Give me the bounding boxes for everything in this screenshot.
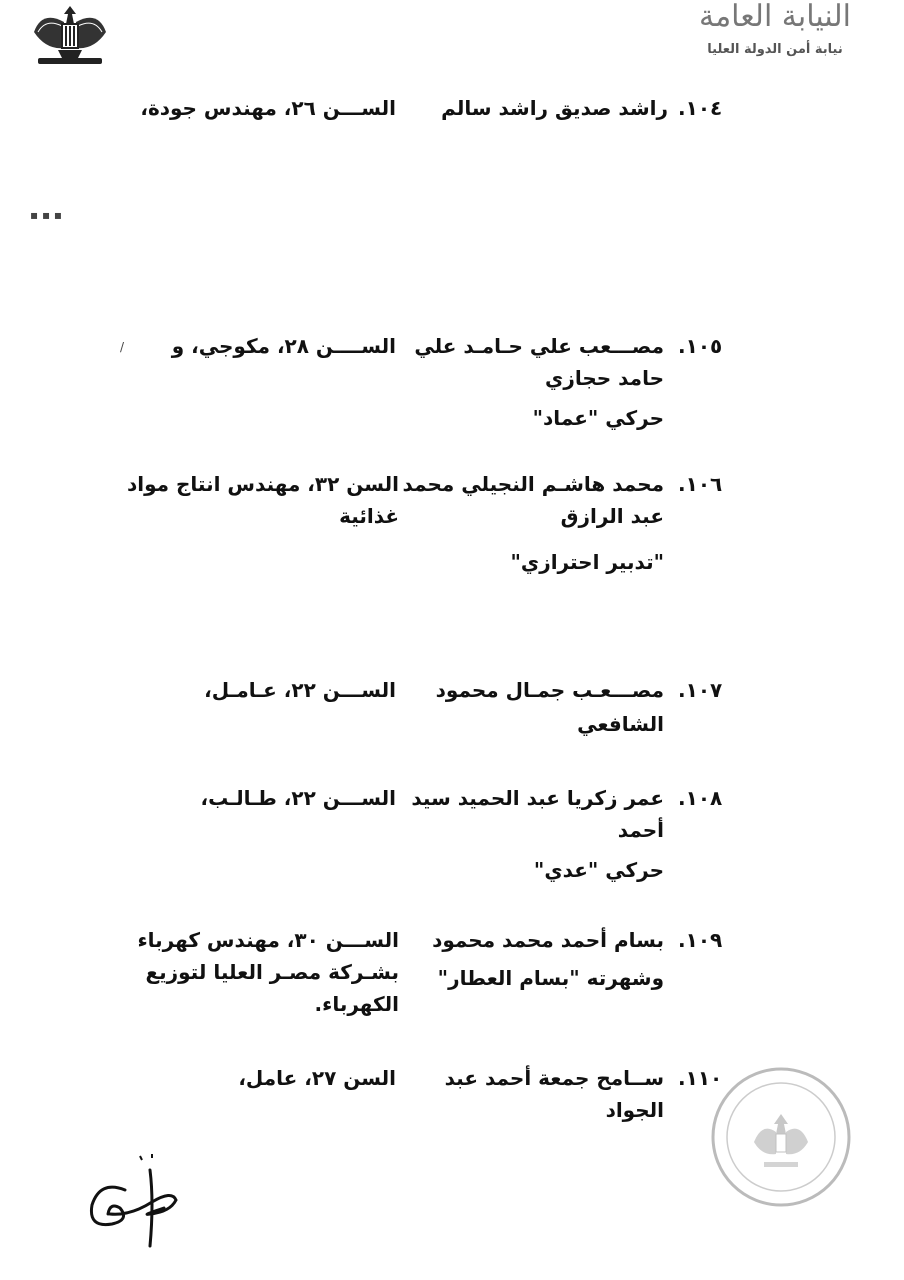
entry-name: راشد صديق راشد سالم (441, 96, 668, 120)
entry-number: ١٠٩. (678, 928, 723, 952)
entry-details: الســــن ٢٨، مكوجي، و (171, 334, 396, 358)
entry-number: ١٠٧. (678, 678, 723, 702)
entry-details: الســـن ٢٢، عـامـل، (204, 678, 396, 702)
entry-details: السن ٣٢، مهندس انتاج مواد (127, 472, 399, 496)
letterhead-title: النيابة العامة (699, 0, 851, 34)
entry-details: الســـن ٢٦، مهندس جودة، (140, 96, 396, 120)
official-stamp-icon (706, 1062, 856, 1212)
entry-name: مصـــعـب جمـال محمود (435, 678, 664, 702)
entry-note: "تدبير احترازي" (510, 550, 664, 574)
entry-name: محمد هاشـم النجيلي محمد (402, 472, 664, 496)
entry-details: الســـن ٣٠، مهندس كهرباء (137, 928, 399, 952)
entry-name-cont: وشهرته "بسام العطار" (437, 966, 664, 990)
entry-details: السن ٢٧، عامل، (238, 1066, 396, 1090)
entry-name-cont: حامد حجازي (544, 366, 664, 390)
letterhead (680, 0, 870, 57)
entry-alias: حركي "عدي" (533, 858, 664, 882)
entry-name-cont: عبد الرازق (560, 504, 664, 528)
entry-name-cont: أحمد (617, 818, 664, 842)
entry-name: ســامح جمعة أحمد عبد (444, 1066, 664, 1090)
entry-number: ١٠٤. (678, 96, 723, 120)
entry-details-cont: بشـركة مصـر العليا لتوزيع (145, 960, 399, 984)
entry-details-cont: غذائية (339, 504, 399, 528)
letterhead-subtitle: نيابة أمن الدولة العليا (707, 42, 843, 57)
entry-name: عمر زكريا عبد الحميد سيد (411, 786, 664, 810)
entry-alias: حركي "عماد" (532, 406, 664, 430)
entry-number: ١١٠. (678, 1066, 723, 1090)
scan-mark: / (120, 340, 125, 354)
signature-icon (80, 1150, 190, 1260)
entry-name: مصـــعب علي حـامـد علي (414, 334, 664, 358)
entry-name-cont: الجواد (605, 1098, 664, 1122)
entry-name-cont: الشافعي (577, 712, 664, 736)
entry-details: الســـن ٢٢، طـالـب، (200, 786, 396, 810)
entry-details-cont: الكهرباء. (314, 992, 399, 1016)
entry-name: بسام أحمد محمد محمود (432, 928, 664, 952)
entry-number: ١٠٥. (678, 334, 723, 358)
entry-number: ١٠٦. (678, 472, 723, 496)
scan-mark: ▪ ▪ ▪ (30, 208, 63, 222)
entry-number: ١٠٨. (678, 786, 723, 810)
eagle-emblem-icon (28, 2, 112, 66)
